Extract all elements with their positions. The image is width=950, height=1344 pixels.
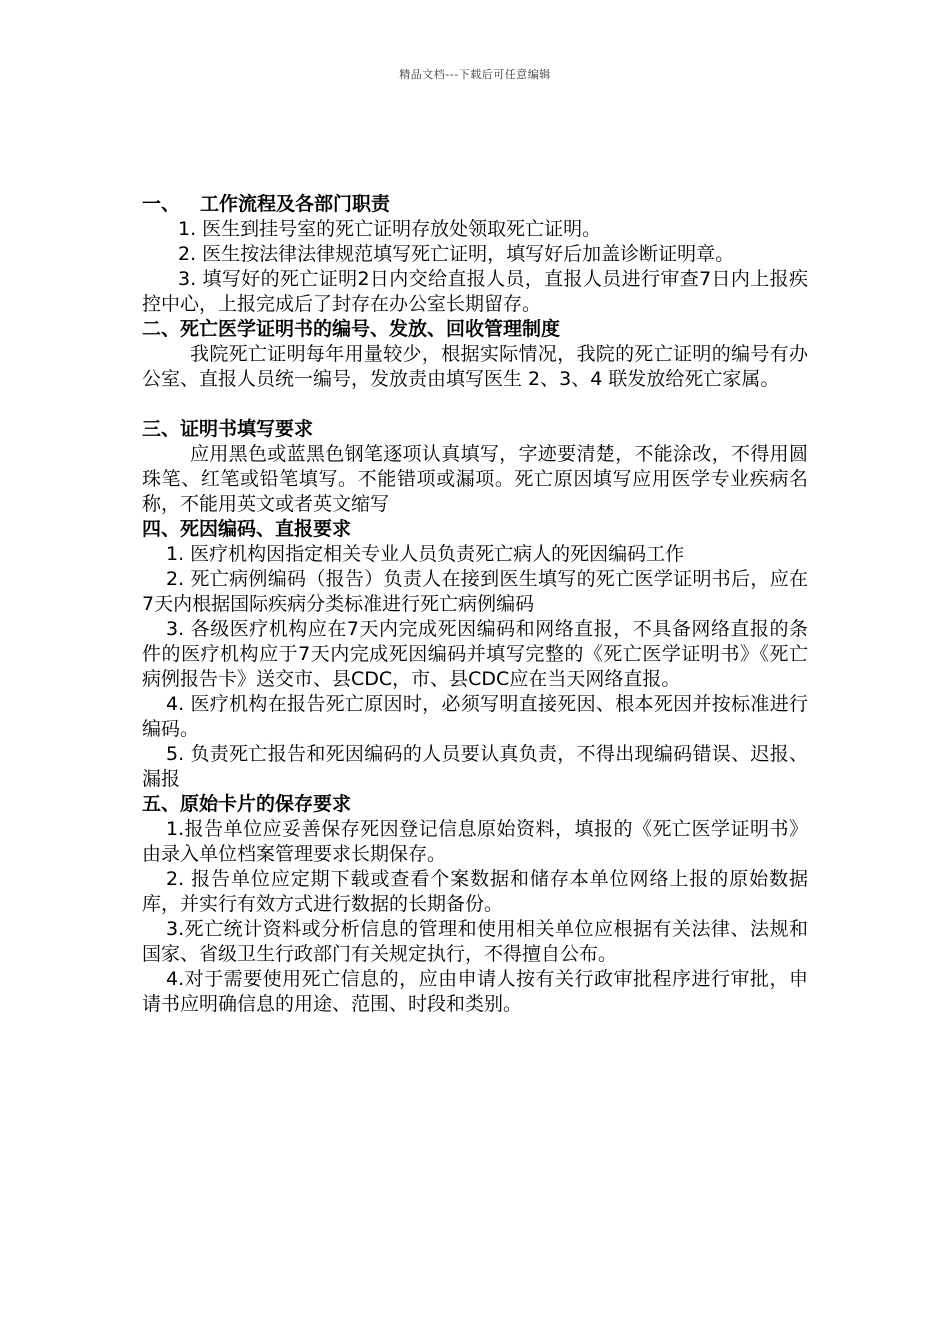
section-5-para-1: 1.报告单位应妥善保存死因登记信息原始资料，填报的《死亡医学证明书》由录入单位档案管理要求长期保存。 [142, 818, 808, 865]
section-2-para-1: 我院死亡证明每年用量较少，根据实际情况，我院的死亡证明的编号有办公室、直报人员统一编号，发放责由填写医生 2、3、4 联发放给死亡家属。 [142, 343, 808, 390]
section-5-para-3: 3.死亡统计资料或分析信息的管理和使用相关单位应根据有关法律、法规和国家、省级卫生行政部门有关规定执行，不得擅自公布。 [142, 918, 808, 965]
section-1-para-1: 1. 医生到挂号室的死亡证明存放处领取死亡证明。 [178, 218, 602, 240]
section-4-para-1: 1. 医疗机构因指定相关专业人员负责死亡病人的死因编码工作 [166, 543, 685, 565]
section-2-heading: 二、死亡医学证明书的编号、发放、回收管理制度 [142, 318, 561, 340]
section-1-title: 工作流程及各部门职责 [200, 193, 391, 215]
section-4-para-3: 3. 各级医疗机构应在7天内完成死因编码和网络直报，不具备网络直报的条件的医疗机构应于7天内完成死因编码并填写完整的《死亡医学证明书》《死亡病例报告卡》送交市、县CDC，市、县CDC应在当天网络直报。 [142, 618, 808, 690]
section-1-heading [142, 192, 808, 217]
section-5-heading: 五、原始卡片的保存要求 [142, 793, 352, 815]
blank-line [142, 392, 808, 417]
section-4-heading: 四、死因编码、直报要求 [142, 518, 352, 540]
document-body [142, 192, 808, 1017]
section-3-heading: 三、证明书填写要求 [142, 418, 314, 440]
section-3-para-1: 应用黑色或蓝黑色钢笔逐项认真填写，字迹要清楚，不能涂改，不得用圆珠笔、红笔或铅笔填写。不能错项或漏项。死亡原因填写应用医学专业疾病名称，不能用英文或者英文缩写 [142, 443, 808, 515]
section-5-para-2: 2. 报告单位应定期下载或查看个案数据和储存本单位网络上报的原始数据库，并实行有效方式进行数据的长期备份。 [142, 868, 808, 915]
section-1-para-3: 3. 填写好的死亡证明2日内交给直报人员，直报人员进行审查7日内上报疾控中心，上报完成后了封存在办公室长期留存。 [142, 268, 808, 315]
section-4-para-2: 2. 死亡病例编码（报告）负责人在接到医生填写的死亡医学证明书后，应在7天内根据国际疾病分类标准进行死亡病例编码 [142, 568, 808, 615]
page-header: 精品文档---下载后可任意编辑 [399, 68, 551, 81]
section-4-para-5: 5. 负责死亡报告和死因编码的人员要认真负责，不得出现编码错误、迟报、漏报 [142, 743, 808, 790]
section-4-para-4: 4. 医疗机构在报告死亡原因时，必须写明直接死因、根本死因并按标准进行编码。 [142, 693, 808, 740]
section-1-para-2: 2. 医生按法律法律规范填写死亡证明，填写好后加盖诊断证明章。 [178, 243, 735, 265]
section-5-para-4: 4.对于需要使用死亡信息的，应由申请人按有关行政审批程序进行审批，申请书应明确信息的用途、范围、时段和类别。 [142, 968, 808, 1015]
section-1-number: 一、 [142, 193, 181, 215]
